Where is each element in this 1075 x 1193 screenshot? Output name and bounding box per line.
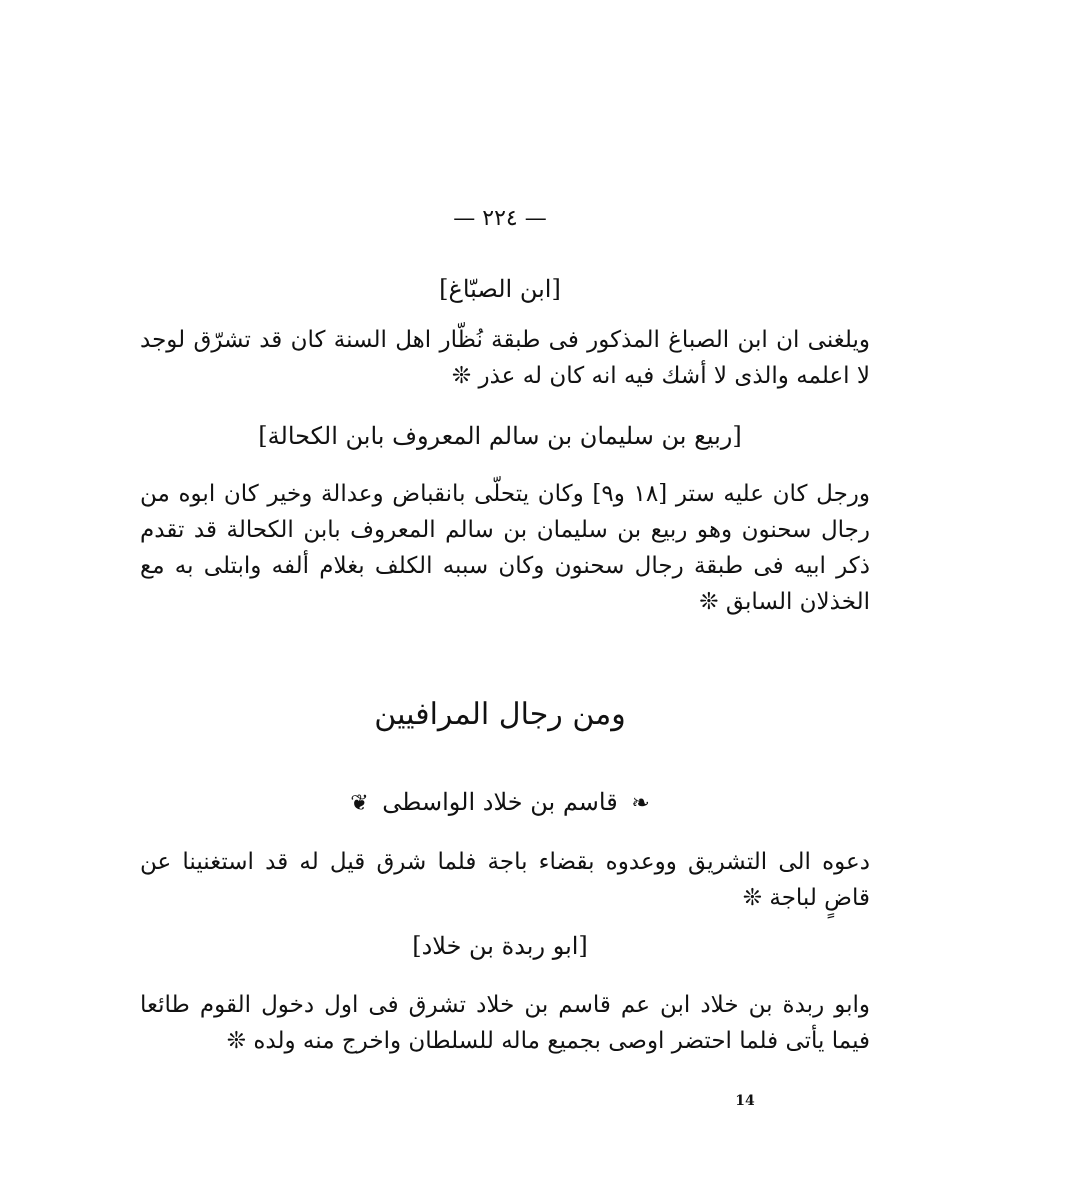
entry-body-abu-rabda: وابو ربدة بن خلاد ابن عم قاسم بن خلاد تشرق فى اول دخول القوم طائعا فيما يأتى فلما احتضر اوصى بجميع ماله للسلطان واخرج منه ولده ❊ bbox=[140, 992, 870, 1054]
ornament-left-icon: ❦ bbox=[350, 791, 369, 816]
section-title: ومن رجال المرافيين bbox=[374, 697, 626, 732]
entry-heading-ibn-al-sabbagh: [ابن الصبّاغ] bbox=[439, 275, 561, 303]
page-number: — ٢٢٤ — bbox=[453, 206, 547, 231]
entry-heading-qasim-ibn-khallad bbox=[150, 788, 850, 816]
entry-body-ibn-al-sabbagh: ويلغنى ان ابن الصباغ المذكور فى طبقة نُظّار اهل السنة كان قد تشرّق لوجد لا اعلمه والذى لا أشك فيه انه كان له عذر ❊ bbox=[140, 327, 870, 389]
folio-number: 14 bbox=[735, 1093, 755, 1109]
entry-body-qasim-ibn-khallad: دعوه الى التشريق ووعدوه بقضاء باجة فلما شرق قيل له قد استغنينا عن قاضٍ لباجة ❊ bbox=[140, 849, 870, 911]
entry-heading-rabi-ibn-sulayman: [ربيع بن سليمان بن سالم المعروف بابن الكحالة] bbox=[258, 422, 742, 450]
entry-heading-abu-rabda: [ابو ربدة بن خلاد] bbox=[412, 932, 588, 960]
ornament-right-icon: ❧ bbox=[631, 791, 650, 816]
entry-heading-text: قاسم بن خلاد الواسطى bbox=[382, 788, 618, 816]
entry-body-rabi-ibn-sulayman: ورجل كان عليه ستر [١٨ و٩] وكان يتحلّى بانقباض وعدالة وخير كان ابوه من رجال سحنون وهو ربيع بن سليمان بن سالم المعروف بابن الكحالة قد تقدم ذكر ابيه فى طبقة رجال سحنون وكان سببه الكلف بغلام ألفه وابتلى به مع الخذلان السابق ❊ bbox=[140, 481, 870, 615]
